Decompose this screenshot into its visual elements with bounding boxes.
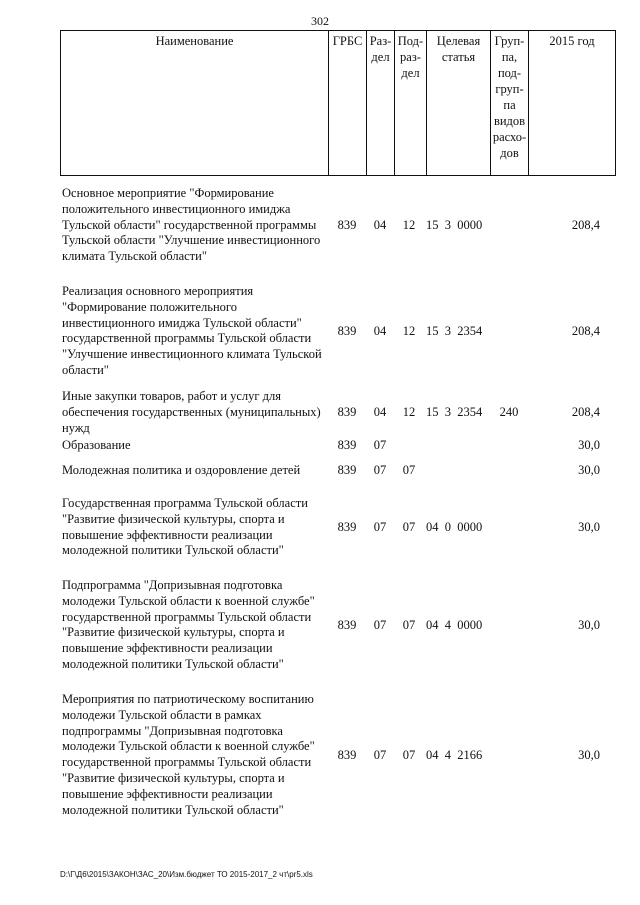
- row-sum: 208,4: [571, 405, 600, 419]
- row-name: Основное мероприятие "Формирование положительного инвестиционного имиджа Тульской области" государственной программы Тульской области "Улучшение инвестиционного климата Тульской области": [62, 186, 321, 264]
- row-grbs: 839: [337, 520, 357, 534]
- row-podrazdel: 07: [402, 520, 416, 534]
- table-row: [60, 692, 616, 820]
- table-row: [60, 186, 616, 266]
- row-razdel: 04: [373, 324, 387, 338]
- row-name: Иные закупки товаров, работ и услуг для обеспечения государственных (муниципальных) нужд: [62, 389, 321, 435]
- header-target: Целевая статья: [427, 31, 491, 175]
- row-grbs: 839: [337, 218, 357, 232]
- row-sum: 208,4: [571, 324, 600, 338]
- row-name: Мероприятия по патриотическому воспитанию молодежи Тульской области в рамках подпрограммы "Допризывная подготовка молодежи Тульской области к военной службе" государственной программы Тульской области "Развитие физической культуры, спорта и повышение эффективности реализации молодежной политики Тульской области": [62, 692, 315, 817]
- file-path-footer: D:\Г\Д6\2015\ЗАКОН\ЗАС_20\Изм.бюджет ТО 2015-2017_2 чт\pr5.xls: [60, 870, 313, 879]
- row-razdel: 04: [373, 218, 387, 232]
- row-target: 15 3 2354: [426, 324, 483, 338]
- header-group: Груп- па, под- груп- па видов расхо- дов: [491, 31, 529, 175]
- row-target: 15 3 0000: [426, 218, 483, 232]
- table-row: [60, 438, 616, 454]
- header-name: Наименование: [61, 31, 329, 175]
- row-name: Подпрограмма "Допризывная подготовка молодежи Тульской области к военной службе" государственной программы Тульской области "Развитие физической культуры, спорта и повышение эффективности реализации молодежной политики Тульской области": [62, 578, 315, 671]
- header-podrazdel: Под- раз- дел: [395, 31, 427, 175]
- row-sum: 30,0: [578, 438, 600, 452]
- row-grbs: 839: [337, 748, 357, 762]
- row-target: 04 4 0000: [426, 618, 483, 632]
- table-header: [60, 30, 616, 176]
- row-podrazdel: 07: [402, 748, 416, 762]
- header-grbs: ГРБС: [329, 31, 367, 175]
- row-target: 15 3 2354: [426, 405, 483, 419]
- row-name: Образование: [62, 438, 131, 452]
- row-sum: 208,4: [571, 218, 600, 232]
- row-target: 04 0 0000: [426, 520, 483, 534]
- table-row: [60, 496, 616, 560]
- row-razdel: 07: [373, 748, 387, 762]
- row-podrazdel: 12: [402, 324, 416, 338]
- row-grbs: 839: [337, 463, 357, 477]
- row-podrazdel: 12: [402, 405, 416, 419]
- header-razdel: Раз- дел: [367, 31, 395, 175]
- table-row: [60, 463, 616, 479]
- row-sum: 30,0: [578, 463, 600, 477]
- row-grbs: 839: [337, 405, 357, 419]
- row-podrazdel: 12: [402, 218, 416, 232]
- page-number: 302: [311, 14, 329, 28]
- table-row: [60, 389, 616, 437]
- row-group: 240: [499, 405, 519, 419]
- row-name: Государственная программа Тульской области "Развитие физической культуры, спорта и повышение эффективности реализации молодежной политики Тульской области": [62, 496, 308, 558]
- row-razdel: 07: [373, 463, 387, 477]
- row-razdel: 04: [373, 405, 387, 419]
- row-target: 04 4 2166: [426, 748, 483, 762]
- row-razdel: 07: [373, 618, 387, 632]
- row-razdel: 07: [373, 438, 387, 452]
- header-year: 2015 год: [549, 34, 595, 48]
- row-sum: 30,0: [578, 748, 600, 762]
- row-name: Молодежная политика и оздоровление детей: [62, 463, 301, 477]
- row-sum: 30,0: [578, 618, 600, 632]
- table-row: [60, 284, 616, 380]
- row-razdel: 07: [373, 520, 387, 534]
- row-grbs: 839: [337, 438, 357, 452]
- row-grbs: 839: [337, 618, 357, 632]
- row-name: Реализация основного мероприятия "Формирование положительного инвестиционного имиджа Тульской области" государственной программы Тульской области "Улучшение инвестиционного климата Тульской области": [62, 284, 322, 377]
- row-podrazdel: 07: [402, 463, 416, 477]
- row-grbs: 839: [337, 324, 357, 338]
- table-row: [60, 578, 616, 674]
- row-sum: 30,0: [578, 520, 600, 534]
- row-podrazdel: 07: [402, 618, 416, 632]
